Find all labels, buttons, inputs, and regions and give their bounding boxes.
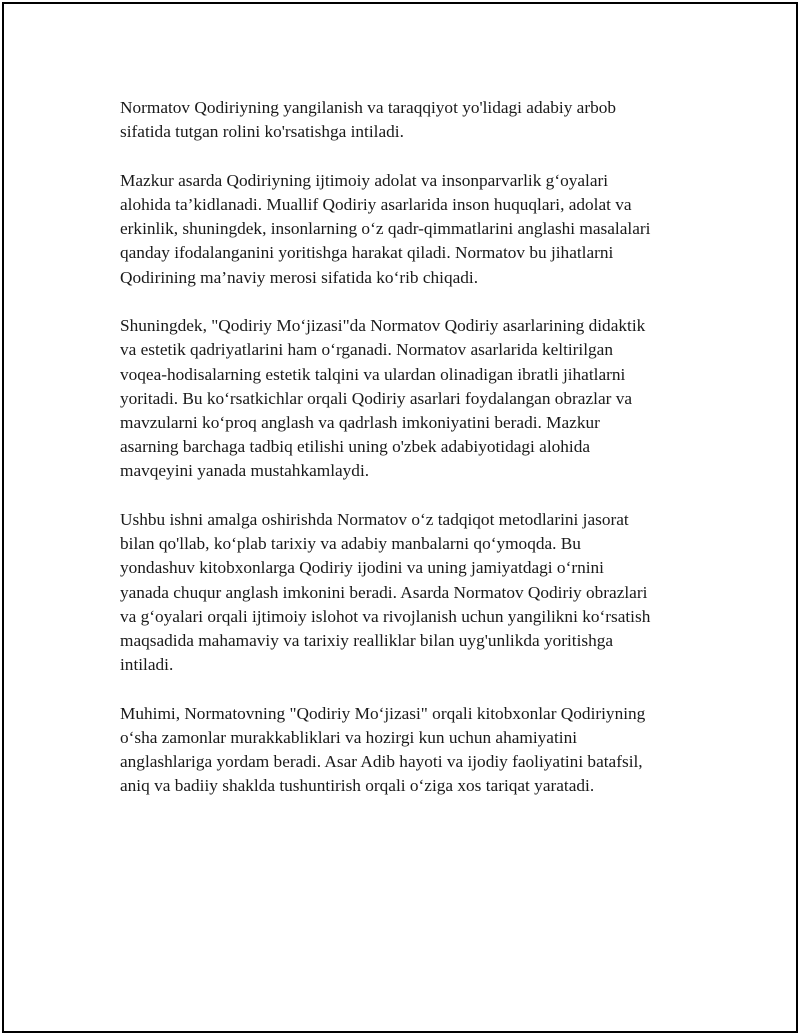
text-line: intiladi. bbox=[120, 655, 174, 675]
document-page bbox=[2, 2, 798, 1033]
text-line: maqsadida mahamaviy va tarixiy realliklar bilan uyg'unlikda yoritishga bbox=[120, 631, 614, 651]
text-line: mavzularni ko‘proq anglash va qadrlash imkoniyatini beradi. Mazkur bbox=[120, 413, 600, 433]
paragraph-2 bbox=[120, 169, 700, 290]
text-line: Muhimi, Normatovning "Qodiriy Mo‘jizasi" orqali kitobxonlar Qodiriyning bbox=[120, 703, 646, 723]
text-line: aniq va badiiy shaklda tushuntirish orqali o‘ziga xos tariqat yaratadi. bbox=[120, 776, 595, 796]
text-line: Shuningdek, "Qodiriy Mo‘jizasi"da Normatov Qodiriy asarlarining didaktik bbox=[120, 316, 646, 336]
text-line: yanada chuqur anglash imkonini beradi. Asarda Normatov Qodiriy obrazlari bbox=[120, 582, 648, 602]
text-line: qanday ifodalanganini yoritishga harakat qiladi. Normatov bu jihatlarni bbox=[120, 243, 614, 263]
paragraph-4 bbox=[120, 508, 700, 677]
text-line: o‘sha zamonlar murakkabliklari va hozirgi kun uchun ahamiyatini bbox=[120, 728, 578, 748]
text-line: Normatov Qodiriyning yangilanish va taraqqiyot yo'lidagi adabiy arbob bbox=[120, 98, 617, 117]
paragraph-1 bbox=[120, 96, 700, 144]
text-line: va estetik qadriyatlarini ham o‘rganadi. Normatov asarlarida keltirilgan bbox=[120, 340, 613, 360]
text-line: Ushbu ishni amalga oshirishda Normatov o‘z tadqiqot metodlarini jasorat bbox=[120, 510, 629, 530]
paragraph-3 bbox=[120, 314, 700, 483]
text-line: yondashuv kitobxonlarga Qodiriy ijodini va uning jamiyatdagi o‘rnini bbox=[120, 558, 604, 578]
text-line: mavqeyini yanada mustahkamlaydi. bbox=[120, 461, 370, 481]
paragraph-5 bbox=[120, 702, 700, 799]
text-line: voqea-hodisalarning estetik talqini va ulardan olinadigan ibratli jihatlarni bbox=[120, 364, 626, 384]
text-line: asarning barchaga tadbiq etilishi uning o'zbek adabiyotidagi alohida bbox=[120, 437, 591, 457]
text-line: Qodirining ma’naviy merosi sifatida ko‘rib chiqadi. bbox=[120, 267, 479, 287]
document-body bbox=[120, 96, 700, 823]
text-line: va g‘oyalari orqali ijtimoiy islohot va rivojlanish uchun yangilikni ko‘rsatish bbox=[120, 606, 651, 626]
text-line: alohida ta’kidlanadi. Muallif Qodiriy asarlarida inson huquqlari, adolat va bbox=[120, 195, 632, 214]
text-line: erkinlik, shuningdek, insonlarning o‘z qadr-qimmatlarini anglashi masalalari bbox=[120, 219, 651, 239]
text-line: yoritadi. Bu ko‘rsatkichlar orqali Qodiriy asarlari foydalangan obrazlar va bbox=[120, 388, 633, 408]
text-line: bilan qo'llab, ko‘plab tarixiy va adabiy manbalarni qo‘ymoqda. Bu bbox=[120, 534, 581, 554]
text-line: Mazkur asarda Qodiriyning ijtimoiy adolat va insonparvarlik g‘oyalari bbox=[120, 170, 609, 190]
text-line: anglashlariga yordam beradi. Asar Adib hayoti va ijodiy faoliyatini batafsil, bbox=[120, 752, 643, 772]
text-line: sifatida tutgan rolini ko'rsatishga intiladi. bbox=[120, 122, 404, 142]
